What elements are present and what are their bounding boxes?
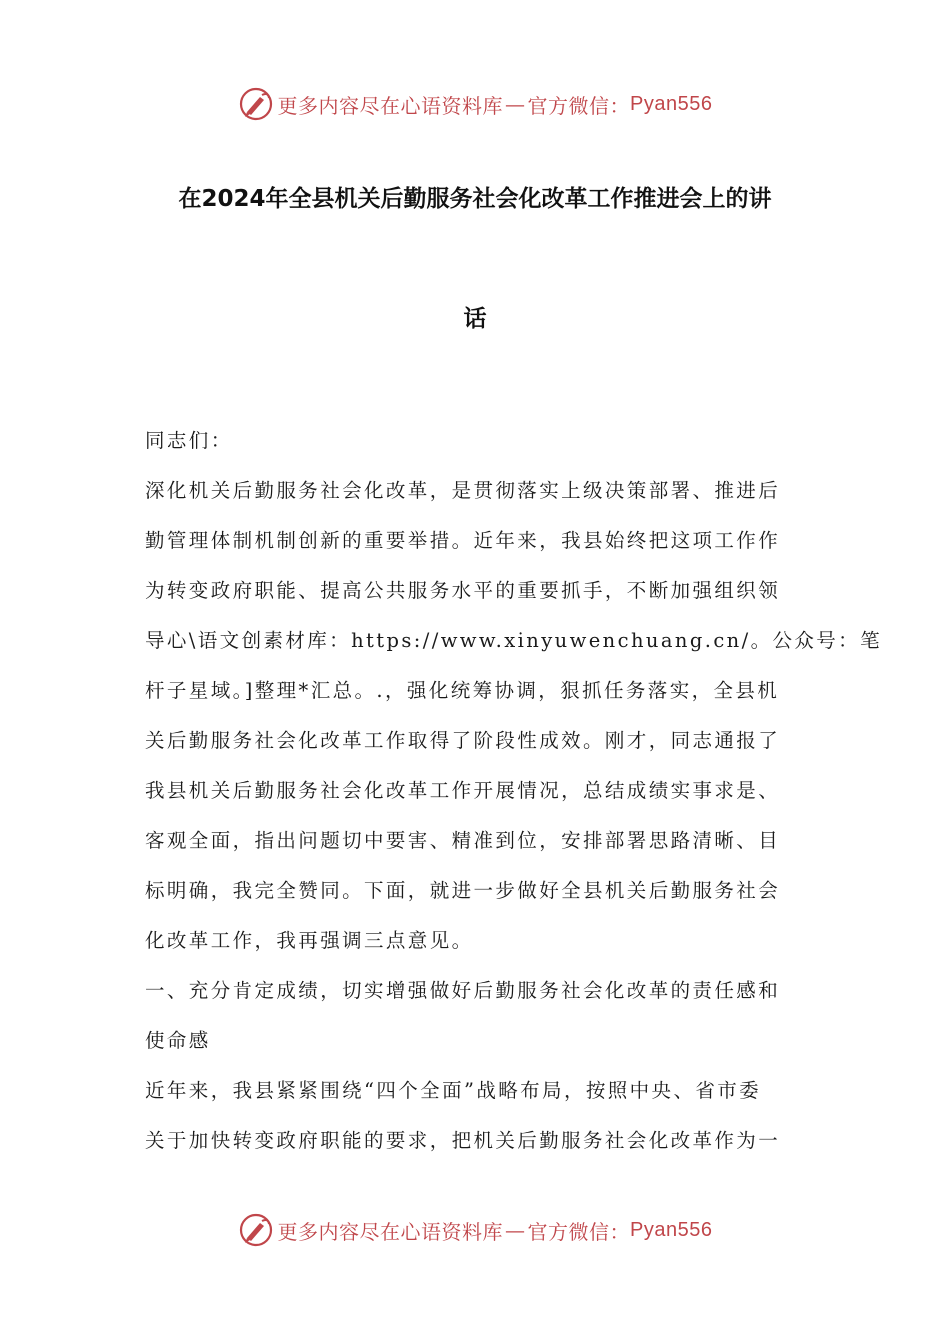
banner-separator: —: [505, 1218, 526, 1242]
body-line: 客观全面，指出问题切中要害、精准到位，安排部署思路清晰、目: [145, 829, 781, 852]
banner-suffix: 官方微信：: [527, 1219, 631, 1244]
body-line: 为转变政府职能、提高公共服务水平的重要抓手，不断加强组织领: [145, 579, 781, 602]
body-line: 我县机关后勤服务社会化改革工作开展情况，总结成绩实事求是、: [145, 779, 781, 802]
banner-text: 更多内容尽在心语资料库: [277, 93, 504, 118]
document-body: [145, 416, 882, 1166]
document-title-line-2: 话: [463, 306, 487, 332]
body-line: 同志们：: [145, 429, 233, 452]
document-title-line-1: 在2024年全县机关后勤服务社会化改革工作推进会上的讲: [178, 186, 772, 212]
body-line: 关后勤服务社会化改革工作取得了阶段性成效。刚才，同志通报了: [145, 729, 781, 752]
body-line: 导心\语文创素材库：https://www.xinyuwenchuang.cn/。公众号：笔: [145, 629, 882, 652]
banner-suffix: 官方微信：: [527, 93, 631, 118]
body-line: 近年来，我县紧紧围绕“四个全面”战略布局，按照中央、省市委: [145, 1079, 762, 1102]
body-line: 关于加快转变政府职能的要求，把机关后勤服务社会化改革作为一: [145, 1129, 781, 1152]
body-line: 杆子星域。]整理*汇总。.，强化统筹协调，狠抓任务落实，全县机: [145, 679, 780, 702]
banner-separator: —: [505, 92, 526, 116]
pen-logo-icon: [238, 86, 274, 122]
section-heading: 一、充分肯定成绩，切实增强做好后勤服务社会化改革的责任感和: [145, 979, 781, 1002]
section-heading: 使命感: [145, 1029, 211, 1052]
body-line: 标明确，我完全赞同。下面，就进一步做好全县机关后勤服务社会: [145, 879, 781, 902]
body-line: 化改革工作，我再强调三点意见。: [145, 929, 474, 952]
header-banner: [0, 82, 950, 126]
banner-text: 更多内容尽在心语资料库: [277, 1219, 504, 1244]
body-line: 勤管理体制机制创新的重要举措。近年来，我县始终把这项工作作: [145, 529, 781, 552]
pen-logo-icon: [238, 1212, 274, 1248]
body-line: 深化机关后勤服务社会化改革，是贯彻落实上级决策部署、推进后: [145, 479, 781, 502]
footer-banner: [0, 1208, 950, 1252]
banner-wechat-id: Pyan556: [630, 92, 713, 115]
banner-wechat-id: Pyan556: [630, 1218, 713, 1241]
